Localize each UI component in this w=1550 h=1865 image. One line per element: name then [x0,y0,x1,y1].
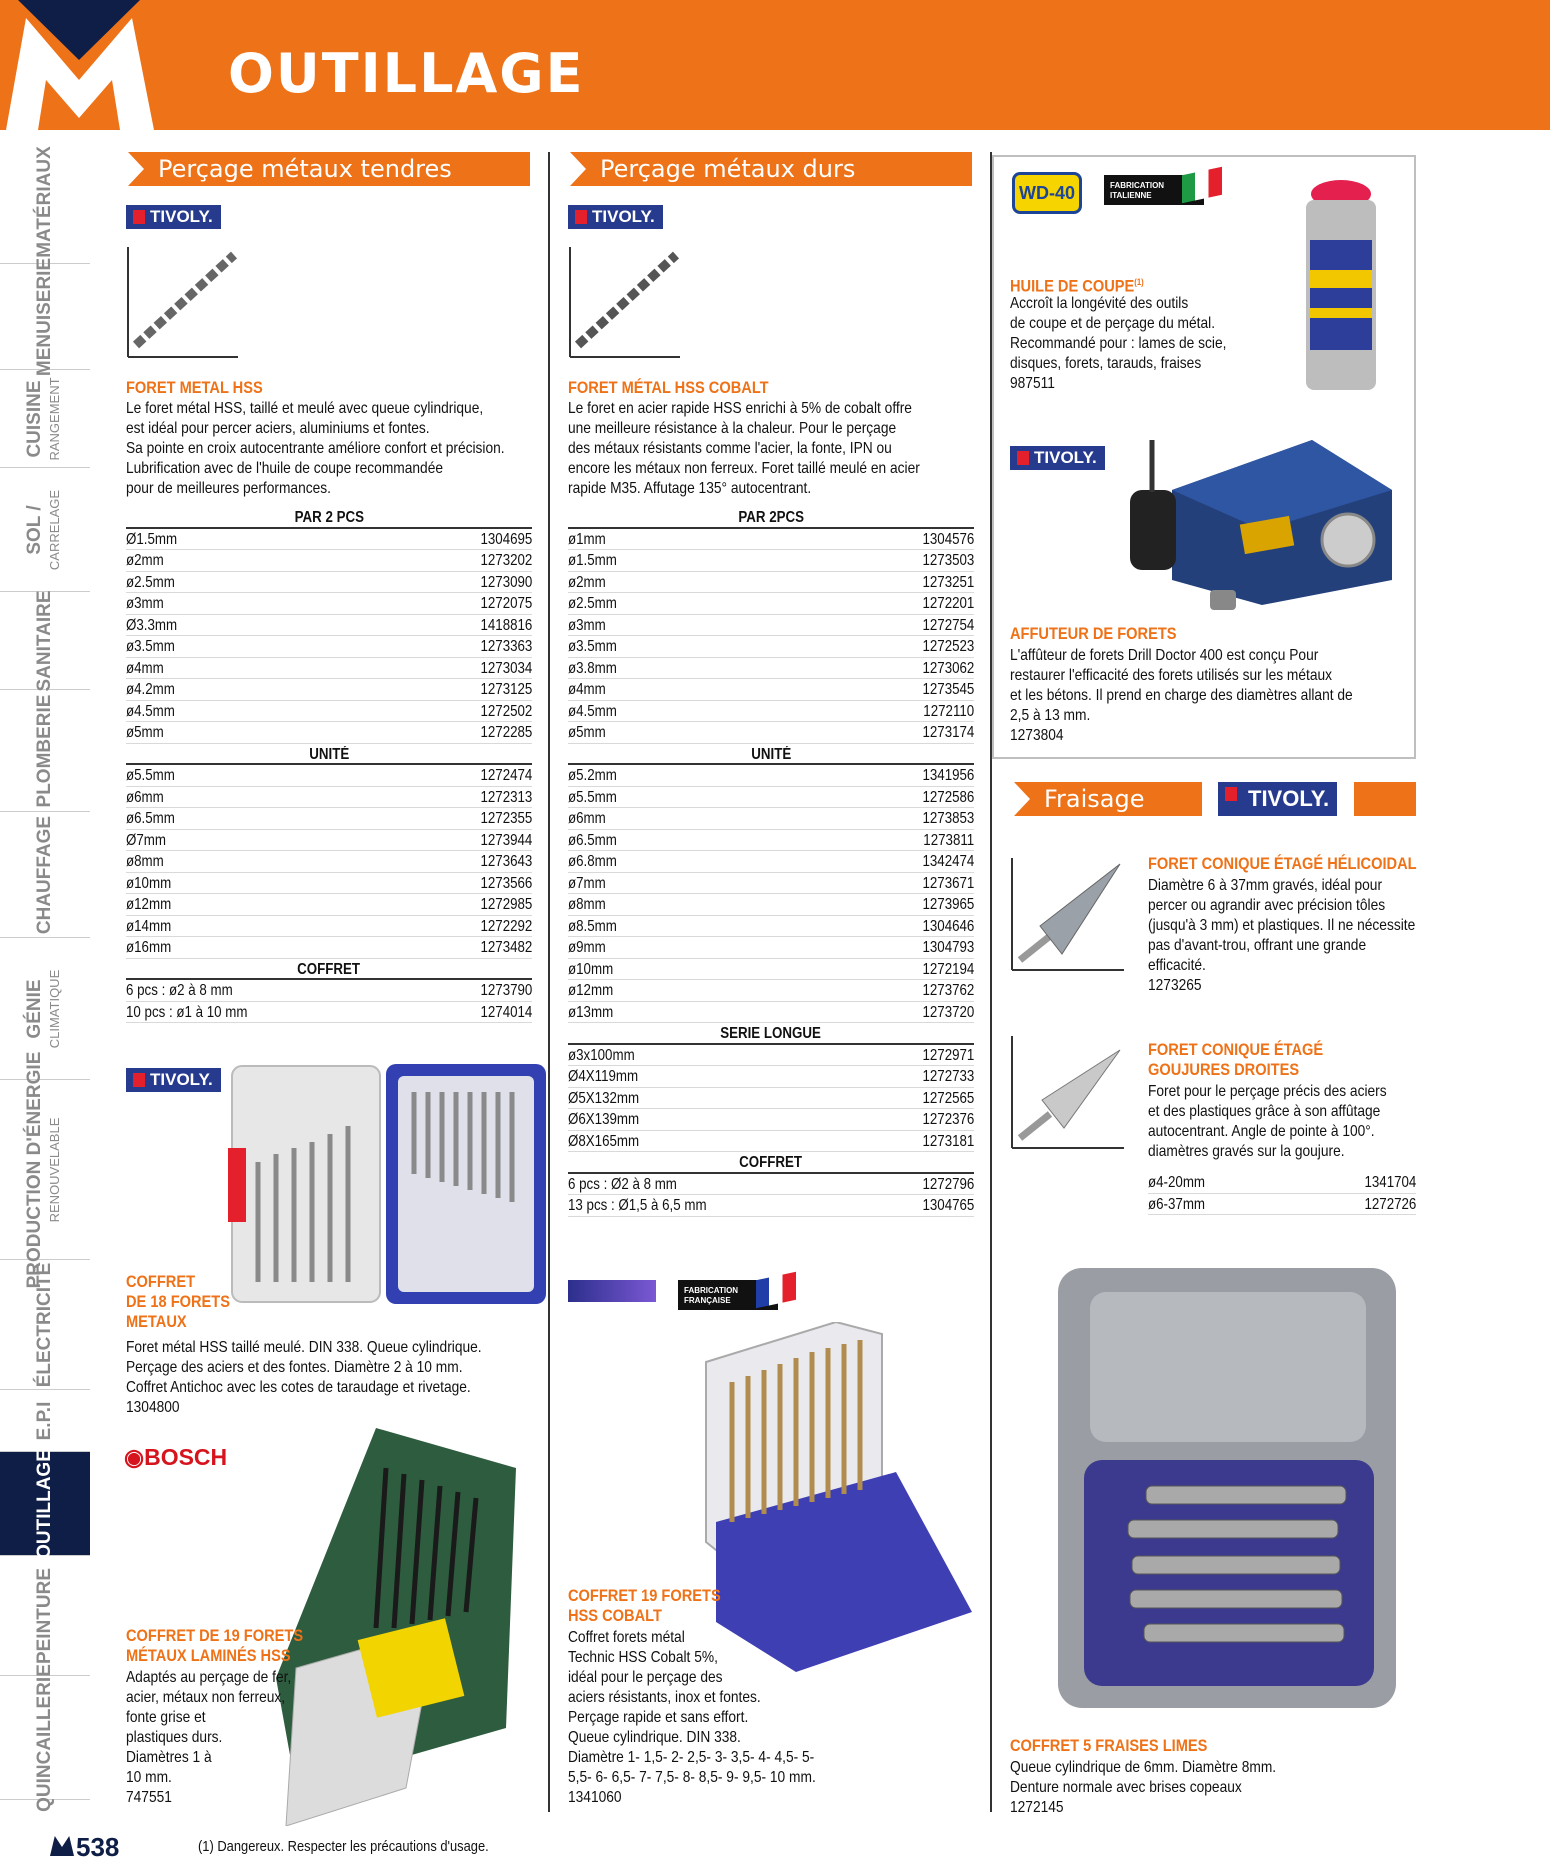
coffret-19-forets-metaux-title: COFFRET DE 19 FORETS MÉTAUX LAMINÉS HSS [126,1626,304,1665]
diameter-cell: ø2.5mm [568,595,617,612]
coffret-18-forets-title: COFFRET DE 18 FORETS METAUX [126,1272,230,1331]
tivoly-logo: TIVOLY. [1010,446,1105,470]
table-row [126,615,532,637]
foret-metal-hss-cobalt-title: FORET MÉTAL HSS COBALT [568,378,769,397]
reference-cell: 1273643 [480,853,532,870]
diameter-cell: ø6.5mm [126,810,175,827]
sidebar-item-8[interactable] [0,1051,90,1288]
reference-cell: 1273720 [922,1003,974,1021]
diameter-cell: ø4-20mm [1148,1174,1206,1191]
sidebar-item-label: SOL / CARRELAGE [24,489,62,570]
diameter-cell: ø16mm [126,939,172,956]
coffret-19-forets-bosch-image [266,1428,524,1826]
huile-de-coupe-desc: Accroît la longévité des outils de coupe et de perçage du métal. Recommandé pour : lames de scie, disques, forets, tarauds, fraises 987511 [1010,295,1227,392]
diameter-cell: ø5mm [126,724,164,741]
affuteur-de-forets-title: AFFUTEUR DE FORETS [1010,624,1177,643]
table-group-header: SERIE LONGUE [568,1023,974,1045]
brand-logo-placeholder [568,1280,656,1302]
reference-cell: 1273762 [922,982,974,999]
table-row [126,980,532,1002]
table-row [568,937,974,959]
table-row [568,722,974,744]
reference-cell: 1272796 [922,1175,974,1193]
diameter-cell: Ø7mm [126,831,166,849]
diameter-cell: ø8mm [568,896,606,913]
reference-cell: 1273811 [923,831,974,849]
table-row [568,1131,974,1153]
huile-de-coupe-title: HUILE DE COUPE$^{(1)}$ [1010,276,1144,296]
wd40-logo: WD-40 [1012,172,1082,214]
table-row [1148,1194,1416,1216]
sidebar-item-label: CHAUFFAGE [34,815,55,934]
diameter-cell: ø14mm [126,917,172,935]
diameter-cell: 10 pcs : ø1 à 10 mm [126,1003,248,1021]
table-row [126,830,532,852]
sidebar-item-3[interactable] [0,468,90,592]
reference-cell: 1272586 [922,788,974,806]
table-row [568,959,974,981]
drill-doctor-image [1112,430,1402,610]
diameter-cell: ø2mm [126,552,164,569]
foret-conique-helicoidal-desc: Diamètre 6 à 37mm gravés, idéal pour percer ou agrandir avec précision tôles (jusqu'à 3 mm) et plastiques. Il ne nécessite pas d'avant-trou, offrant une grande efficacité. 1273265 [1148,877,1416,994]
reference-cell: 1273251 [922,573,974,591]
reference-cell: 1418816 [480,616,532,634]
reference-cell: 1272201 [922,595,974,612]
wd40-spray-can-image [1296,180,1386,400]
table-row [568,916,974,938]
tivoly-logo: TIVOLY. [568,205,663,229]
affuteur-de-forets-desc: L'affûteur de forets Drill Doctor 400 est conçu Pour restaurer l'efficacité des forets utilisés sur les métaux et les bétons. Il prend en charge des diamètres allant de 2,5 à 13 mm. 1273804 [1010,647,1353,744]
table-row [568,1195,974,1217]
diameter-cell: ø4mm [126,659,164,677]
reference-cell: 1273125 [480,681,532,698]
table-row [568,658,974,680]
reference-cell: 1273181 [922,1132,974,1150]
reference-cell: 1341956 [922,767,974,784]
diameter-cell: 13 pcs : Ø1,5 à 6,5 mm [568,1197,707,1214]
table-row [126,550,532,572]
drill-bit-cobalt-image [568,245,683,360]
coffret-fraises-limes-image [1054,1266,1400,1714]
coffret-19-forets-metaux-desc: Adaptés au perçage de fer, acier, métaux non ferreux, fonte grise et plastiques durs. Diamètres 1 à 10 mm. 747551 [126,1669,292,1806]
sidebar-item-4[interactable] [0,592,90,690]
table-row [568,679,974,701]
section-heading-fraisage: Fraisage [1014,782,1202,816]
footnote: (1) Dangereux. Respecter les précautions d'usage. [198,1838,489,1855]
coffret-fraises-limes-title: COFFRET 5 FRAISES LIMES [1010,1736,1208,1755]
diameter-cell: ø8mm [126,853,164,870]
table-row [126,529,532,551]
table-group-header: COFFRET [568,1152,974,1174]
diameter-cell: Ø8X165mm [568,1132,640,1150]
bosch-logo: ◉BOSCH [124,1444,228,1470]
tivoly-logo: TIVOLY. [1218,782,1337,816]
diameter-cell: ø4.5mm [568,702,617,720]
table-group-header: UNITÉ [568,744,974,766]
reference-cell: 1273965 [922,896,974,913]
fabrication-francaise-badge: FABRICATION FRANÇAISE [678,1280,778,1310]
diameter-cell: ø3.8mm [568,659,617,677]
tivoly-logo: TIVOLY. [126,1068,221,1092]
table-row [126,808,532,830]
foret-conique-goujures-desc: Foret pour le perçage précis des aciers et des plastiques grâce à son affûtage autocentrant. Angle de pointe à 100°. diamètres gravés sur la goujure. [1148,1083,1387,1160]
diameter-cell: ø10mm [568,960,614,978]
table-row [126,593,532,615]
table-row [126,916,532,938]
diameter-cell: ø5mm [568,724,606,741]
table-row [568,1045,974,1067]
sidebar-item-6[interactable] [0,812,90,938]
diameter-cell: Ø3.3mm [126,616,178,634]
sidebar-item-label: OUTILLAGE [34,1448,55,1559]
diameter-cell: ø5.5mm [568,788,617,806]
diameter-cell: ø6.5mm [568,831,617,849]
page-title: OUTILLAGE [228,42,585,105]
reference-cell: 1273174 [922,724,974,741]
table-row [568,980,974,1002]
reference-cell: 1304793 [922,939,974,956]
table-row [568,1002,974,1024]
table-group-header: UNITÉ [126,744,532,766]
section-heading-metaux-durs: Perçage métaux durs [570,152,972,186]
coffret-19-forets-hss-cobalt-title: COFFRET 19 FORETS HSS COBALT [568,1586,721,1625]
sidebar-item-9[interactable] [0,1260,90,1390]
reference-cell: 1272285 [480,724,532,741]
diameter-cell: ø12mm [568,982,614,999]
reference-cell: 1272985 [480,896,532,913]
sidebar-item-label: CUISINE RANGEMENT [24,376,62,461]
sidebar-item-label: SANITAIRE [34,590,55,691]
sidebar-item-label: PRODUCTION D'ÉNERGIE RENOUVELABLE [24,1051,62,1288]
diameter-cell: ø6-37mm [1148,1195,1206,1213]
table-row [568,808,974,830]
diameter-cell: ø9mm [568,939,606,956]
table-row [568,1088,974,1110]
sidebar-item-label: E.P.I [34,1401,55,1440]
table-row [568,593,974,615]
table-row [568,615,974,637]
reference-cell: 1272733 [922,1068,974,1085]
table-row [1148,1172,1416,1194]
table-row [568,1066,974,1088]
reference-cell: 1273482 [480,939,532,956]
table-row [568,701,974,723]
reference-cell: 1273090 [480,573,532,591]
foret-metal-hss-cobalt-table [568,507,974,1217]
table-row [568,830,974,852]
category-sidebar [0,140,90,1812]
reference-cell: 1273790 [480,982,532,999]
diameter-cell: ø5.5mm [126,767,175,784]
diameter-cell: ø4mm [568,681,606,698]
diameter-cell: ø6mm [568,810,606,827]
reference-cell: 1272376 [922,1111,974,1128]
foret-conique-helicoidal-title: FORET CONIQUE ÉTAGÉ HÉLICOIDAL [1148,854,1417,873]
table-row [568,572,974,594]
diameter-cell: Ø5X132mm [568,1089,640,1107]
table-row [126,765,532,787]
reference-cell: 1273062 [922,659,974,677]
diameter-cell: ø3.5mm [126,638,175,655]
reference-cell: 1272110 [923,702,974,720]
diameter-cell: ø6.8mm [568,853,617,870]
diameter-cell: ø4.2mm [126,681,175,698]
foret-metal-hss-table [126,507,532,1023]
sidebar-item-label: ÉLECTRICITÉ [34,1262,55,1387]
table-row [568,636,974,658]
table-row [126,851,532,873]
reference-cell: 1272502 [480,702,532,720]
table-row [126,894,532,916]
diameter-cell: ø3mm [568,616,606,634]
diameter-cell: 6 pcs : ø2 à 8 mm [126,982,233,999]
diameter-cell: Ø6X139mm [568,1111,640,1128]
page-number: 538 [50,1832,119,1863]
table-group-header: COFFRET [126,959,532,981]
diameter-cell: 6 pcs : Ø2 à 8 mm [568,1175,677,1193]
sidebar-item-12[interactable] [0,1556,90,1676]
diameter-cell: ø13mm [568,1003,614,1021]
coffret-fraises-limes-desc: Queue cylindrique de 6mm. Diamètre 8mm. Denture normale avec brises copeaux 1272145 [1010,1759,1277,1816]
page-header [0,0,1550,130]
sidebar-item-0[interactable] [0,140,90,264]
drill-bit-image [126,245,241,360]
reference-cell: 1272313 [480,788,532,806]
diameter-cell: ø2.5mm [126,573,175,591]
foret-conique-helicoidal-image [1010,856,1126,972]
reference-cell: 1273034 [480,659,532,677]
reference-cell: 1274014 [480,1003,532,1021]
coffret-19-forets-cobalt-image [696,1322,976,1672]
reference-cell: 1273944 [480,831,532,849]
reference-cell: 1273202 [480,552,532,569]
reference-cell: 1272292 [480,917,532,935]
reference-cell: 1272726 [1364,1195,1416,1213]
table-row [568,1174,974,1196]
diameter-cell: ø3.5mm [568,638,617,655]
sidebar-item-label: QUINCAILLERIE [34,1663,55,1812]
diameter-cell: ø2mm [568,573,606,591]
table-row [568,529,974,551]
section-heading-metaux-tendres: Perçage métaux tendres [128,152,530,186]
reference-cell: 1304695 [480,530,532,548]
table-row [568,787,974,809]
reference-cell: 1272355 [480,810,532,827]
reference-cell: 1272194 [922,960,974,978]
table-row [126,787,532,809]
reference-cell: 1272754 [922,616,974,634]
tivoly-logo: TIVOLY. [126,205,221,229]
table-row [126,701,532,723]
table-row [126,722,532,744]
sidebar-item-13[interactable] [0,1663,90,1812]
reference-cell: 1273503 [922,552,974,569]
reference-cell: 1273545 [922,681,974,698]
sidebar-item-label: PLOMBERIE [34,694,55,807]
table-row [568,851,974,873]
sidebar-item-label: MATÉRIAUX [34,145,55,258]
brand-logo [0,0,160,130]
table-row [126,572,532,594]
sidebar-item-label: MENUISERIE [34,257,55,376]
sidebar-item-1[interactable] [0,257,90,376]
reference-cell: 1341704 [1364,1174,1416,1191]
diameter-cell: ø7mm [568,874,606,892]
table-row [568,894,974,916]
table-row [126,658,532,680]
fabrication-italienne-badge: FABRICATION ITALIENNE [1104,175,1204,205]
reference-cell: 1304765 [922,1197,974,1214]
reference-cell: 1273853 [922,810,974,827]
diameter-cell: ø3x100mm [568,1046,635,1064]
reference-cell: 1272523 [922,638,974,655]
reference-cell: 1272474 [480,767,532,784]
coffret-18-forets-image [228,1062,550,1306]
diameter-cell: Ø4X119mm [568,1068,639,1085]
foret-metal-hss-title: FORET METAL HSS [126,378,263,397]
coffret-19-forets-hss-cobalt-desc: Coffret forets métal Technic HSS Cobalt 5%, idéal pour le perçage des aciers résistants, inox et fontes. Perçage rapide et sans effort. Queue cylindrique. DIN 338. Diamètre 1- 1,5- 2- 2,5- 3- 3,5- 4- 4,5- 5- 5,5- 6- 6,5- 7- 7,5- 8- 8,5- 9- 9,5- 10 mm. 1341060 [568,1629,816,1806]
table-group-header: PAR 2PCS [568,507,974,529]
foret-metal-hss-desc: Le foret métal HSS, taillé et meulé avec queue cylindrique, est idéal pour percer aciers, aluminiums et fontes. Sa pointe en croix autocentrante améliore confort et précision. Lubrification avec de l'huile de coupe recommandée pour de meilleures performances. [126,400,505,497]
reference-cell: 1304646 [922,917,974,935]
diameter-cell: ø3mm [126,595,164,612]
diameter-cell: ø4.5mm [126,702,175,720]
table-row [126,679,532,701]
diameter-cell: ø12mm [126,896,172,913]
diameter-cell: ø8.5mm [568,917,617,935]
table-row [568,550,974,572]
diameter-cell: Ø1.5mm [126,530,178,548]
reference-cell: 1342474 [922,853,974,870]
table-row [126,937,532,959]
reference-cell: 1272075 [480,595,532,612]
sidebar-item-label: PEINTURE [34,1567,55,1664]
reference-cell: 1273566 [480,874,532,892]
diameter-cell: ø10mm [126,874,172,892]
reference-cell: 1272565 [922,1089,974,1107]
table-group-header: PAR 2 PCS [126,507,532,529]
foret-conique-goujures-title: FORET CONIQUE ÉTAGÉ GOUJURES DROITES [1148,1040,1324,1079]
foret-conique-goujures-image [1010,1034,1126,1150]
table-row [568,873,974,895]
coffret-18-forets-desc: Foret métal HSS taillé meulé. DIN 338. Queue cylindrique. Perçage des aciers et des fontes. Diamètre 2 à 10 mm. Coffret Antichoc avec les cotes de taraudage et rivetage. 1304800 [126,1339,482,1416]
sidebar-item-label: GÉNIE CLIMATIQUE [24,969,62,1048]
table-row [126,873,532,895]
table-row [126,1002,532,1024]
diameter-cell: ø5.2mm [568,767,617,784]
table-row [568,1109,974,1131]
foret-metal-hss-cobalt-desc: Le foret en acier rapide HSS enrichi à 5% de cobalt offre une meilleure résistance à la chaleur. Pour le perçage des métaux résistants comme l'acier, la fonte, IPN ou encore les métaux non ferreux. Foret taillé meulé en acier rapide M35. Affutage 135° autocentrant. [568,400,920,497]
diameter-cell: ø1.5mm [568,552,617,569]
diameter-cell: ø1mm [568,530,606,548]
column-divider [548,152,550,1812]
table-row [126,636,532,658]
sidebar-item-5[interactable] [0,690,90,812]
foret-conique-goujures-table [1148,1172,1416,1215]
table-row [568,765,974,787]
sidebar-item-2[interactable] [0,370,90,468]
sidebar-item-10[interactable] [0,1390,90,1452]
diameter-cell: ø6mm [126,788,164,806]
reference-cell: 1273363 [480,638,532,655]
sidebar-item-11[interactable] [0,1448,90,1559]
reference-cell: 1272971 [922,1046,974,1064]
reference-cell: 1273671 [922,874,974,892]
section-bar-end [1354,782,1416,816]
reference-cell: 1304576 [922,530,974,548]
